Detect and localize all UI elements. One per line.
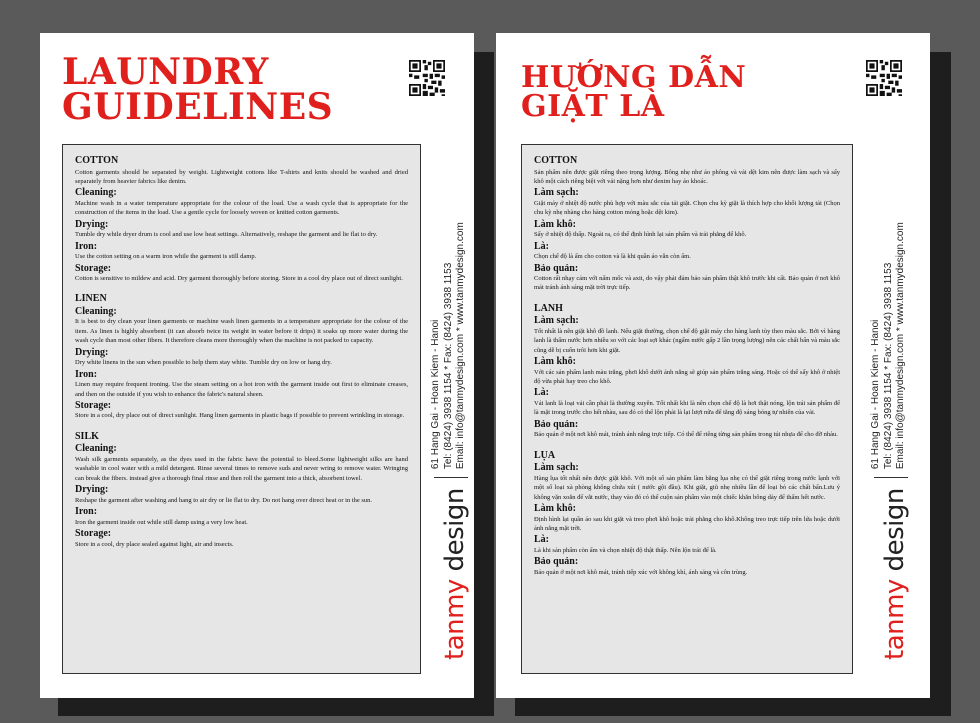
item-text: Tốt nhất là nên giặt khô đồ lanh. Nếu giặt thường, chọn chế độ giặt máy cho hàng lanh tùy theo màu sắc. Bởi vì hàng lanh là thấm nước hơn nhiều so với các loại sợi khác (ngấm nước gấp 2 lần trọng lượng) nên các chất bẩn và màu sắc cũng dễ bị cuốn trôi hơn khi giặt.	[534, 327, 840, 354]
item-label: Iron:	[75, 506, 98, 518]
english-guidelines-sheet	[40, 33, 474, 698]
item-text: Vải lanh là loại vải cần phải là thường xuyên. Tốt nhất khi là nên chọn chế độ là hơi thật nóng, lộn trái sản phẩm để là mặt trong trước cho hết nhàu, sau đó có thể lộn phải là lại lượt nữa để tăng độ sáng bóng tự nhiên của vải.	[534, 399, 840, 417]
tanmy-design-logo: tanmy design	[439, 488, 470, 660]
email-web-line: Email: info@tanmydesign.com * www.tanmydesign.com	[895, 222, 906, 470]
divider	[434, 477, 468, 478]
phone-fax-line: Tel: (8424) 3938 1154 * Fax: (8424) 3938 1153	[882, 262, 894, 470]
section-heading: LỤA	[534, 449, 556, 461]
section-heading: LINEN	[75, 293, 107, 305]
brand-sidebar	[430, 222, 468, 660]
item-label: Làm khô:	[534, 356, 576, 368]
item-text: Use the cotton setting on a warm iron while the garment is still damp.	[75, 253, 257, 261]
item-text: Machine wash in a water temperature appropriate for the colour of the load. Use a wash cycle that is appropriate for the construction of the items in the load. Use a gentle cycle for loosely woven or knitted cotton garments.	[75, 199, 408, 217]
contact-info	[870, 222, 908, 469]
address-line: 61 Hang Gai - Hoan Kiem - Hanoi	[870, 319, 881, 470]
item-label: Làm sạch:	[534, 462, 579, 474]
item-text: Iron the garment inside out while still damp using a very low heat.	[75, 518, 248, 526]
item-label: Bảo quản:	[534, 556, 579, 568]
item-text: Cotton is sensitive to mildew and acid. Dry garment thoroughly before storing. Store in a cool dry place out of direct sunlight.	[75, 275, 403, 283]
brand-sidebar	[870, 222, 908, 660]
item-label: Drying:	[75, 346, 109, 358]
item-label: Làm khô:	[534, 218, 576, 230]
item-label: Drying:	[75, 484, 109, 496]
english-title	[62, 51, 334, 129]
item-text: Với các sản phẩm lanh màu trắng, phơi khô dưới ánh nắng sẽ giúp sản phẩm trắng sáng. Hoặc có thể sấy khô ở nhiệt độ vừa phải hay treo cho khô.	[534, 368, 840, 386]
item-label: Storage:	[75, 399, 112, 411]
item-label: Là:	[534, 240, 549, 252]
item-text: Store in a cool, dry place out of direct sunlight. Hang linen garments in plastic bags if possible to prevent wrinkling in storage.	[75, 412, 405, 420]
item-label: Là:	[534, 534, 549, 546]
item-label: Cleaning:	[75, 305, 117, 317]
qr-code-icon	[866, 60, 902, 96]
item-label: Storage:	[75, 262, 112, 274]
item-text: Dry white linens in the sun when possible to help them stay white. Tumble dry on low or hang dry.	[75, 359, 332, 367]
item-text: Hàng lụa tốt nhất nên được giặt khô. Với một số sản phẩm làm bằng lụa nhẹ có thể giặt riêng trong nước lạnh với một số loại xà phòng không chứa xút ( nước gội đầu). Khi giặt, giũ nhẹ nhiều lần để loại bỏ các chất bẩn.Lưu ý không vặn xoắn để vắt nước, thay vào đó có thể cuộn sản phẩm vào một chiếc khăn bông dày để thấm hết nước.	[534, 474, 840, 501]
item-text: Bảo quản ở một nơi khô mát, tránh ánh nắng trực tiếp. Có thể để riêng từng sản phẩm trong túi nhựa để cho đỡ nhàu.	[534, 431, 838, 439]
item-label: Drying:	[75, 218, 109, 230]
item-label: Làm khô:	[534, 503, 576, 515]
item-text: Định hình lại quần áo sau khi giặt và treo phơi khô hoặc trải phẳng cho khô.Không treo trực tiếp trên lửa hoặc dưới ánh nắng mặt trời.	[534, 515, 840, 532]
item-text: It is best to dry clean your linen garments or machine wash linen garments in a temperature appropriate for the colour of the item. As linen is highly absorbent (it can absorb twice its weight in water before it drips) it soaks up more water during the wash cycle than most other fibers. It therefore cleans more thoroughly when the machine is not packed to capacity.	[75, 318, 408, 345]
guidelines-panel	[62, 144, 421, 674]
tanmy-design-logo: tanmy design	[879, 488, 910, 660]
item-text: Reshape the garment after washing and hang to air dry or lie flat to dry. Do not hang over direct heat or in the sun.	[75, 496, 373, 504]
item-label: Cleaning:	[75, 443, 117, 455]
item-text: Là khi sản phẩm còn ẩm và chọn nhiệt độ thật thấp. Nên lộn trái để là.	[534, 546, 717, 554]
item-label: Cleaning:	[75, 187, 117, 199]
section-heading: LANH	[534, 302, 563, 314]
section-intro: Cotton garments should be separated by weight. Lightweight cottons like T-shirts and knits should be washed and dried separately from heavier fabrics like denim.	[75, 168, 408, 185]
item-text: Sấy ở nhiệt độ thấp. Ngoài ra, có thể định hình lại sản phẩm và trải phẳng để khô.	[534, 231, 747, 239]
divider	[874, 477, 908, 478]
item-label: Iron:	[75, 368, 98, 380]
item-label: Iron:	[75, 240, 98, 252]
item-text: Giặt máy ở nhiệt độ nước phù hợp với màu sắc của tải giặt. Chọn chu kỳ giặt là thích hợp cho khối lượng tải (Chọn chu kỳ nhẹ nhàng cho hàng cotton mỏng hoặc dệt kim).	[534, 199, 840, 217]
item-text: Chọn chế độ là ấm cho cotton và là khi quần áo vẫn còn ẩm.	[534, 253, 691, 261]
item-text: Linen may require frequent ironing. Use the steam setting on a hot iron with the garment inside out first to eliminate creases, and then on the outside if you wish to enhance the fabric's natural sheen.	[75, 381, 408, 398]
title-line: LAUNDRY	[62, 51, 269, 93]
title-line: GUIDELINES	[62, 86, 334, 129]
contact-info	[430, 222, 468, 469]
item-label: Là:	[534, 387, 549, 399]
qr-code-icon	[409, 60, 445, 96]
item-text: Bảo quản ở một nơi khô mát, tránh tiếp xúc với không khí, ánh sáng và côn trùng.	[534, 568, 748, 576]
vietnamese-guidelines-sheet	[496, 33, 930, 698]
guidelines-panel	[521, 144, 853, 674]
phone-fax-line: Tel: (8424) 3938 1154 * Fax: (8424) 3938 1153	[442, 262, 454, 470]
section-heading: SILK	[75, 430, 99, 442]
section-heading: COTTON	[534, 155, 578, 166]
item-text: Cotton rất nhạy cảm với nấm mốc và axit, do vậy phải đảm bảo sản phẩm thật khô trước khi cất. Bảo quản ở nơi khô mát tránh ánh sáng mặt trời trực tiếp.	[534, 275, 840, 292]
item-text: Store in a cool, dry place sealed against light, air and insects.	[75, 540, 234, 548]
section-intro: Sản phẩm nên được giặt riêng theo trọng lượng. Bông nhẹ như áo phông và vải dệt kim nên được làm sạch và sấy khô một cách riêng biệt với vải nặng hơn như denim hay áo khoác.	[534, 168, 840, 185]
item-text: Tumble dry while dryer drum is cool and use low heat settings. Alternatively, reshape the garment and lie flat to dry.	[75, 231, 378, 239]
item-label: Làm sạch:	[534, 187, 579, 199]
address-line: 61 Hang Gai - Hoan Kiem - Hanoi	[430, 319, 441, 470]
item-text: Wash silk garments separately, as the dyes used in the fabric have the potential to bleed.Some lightweight silks are hand washable in cool water with a mild detergent. Rinse several times to remove suds and never wring to remove water. Wringing can break the fibers. instead give a thorough final rinse and then roll the garment into a thick, absorbent towel.	[75, 455, 408, 482]
item-label: Bảo quản:	[534, 262, 579, 274]
title-line: HƯỚNG DẪN	[521, 60, 747, 95]
email-web-line: Email: info@tanmydesign.com * www.tanmydesign.com	[455, 222, 466, 470]
item-label: Làm sạch:	[534, 315, 579, 327]
item-label: Storage:	[75, 528, 112, 540]
item-label: Bảo quản:	[534, 418, 579, 430]
section-heading: COTTON	[75, 155, 119, 166]
title-line: GIẶT LÀ	[521, 89, 665, 125]
vietnamese-title	[521, 60, 747, 125]
